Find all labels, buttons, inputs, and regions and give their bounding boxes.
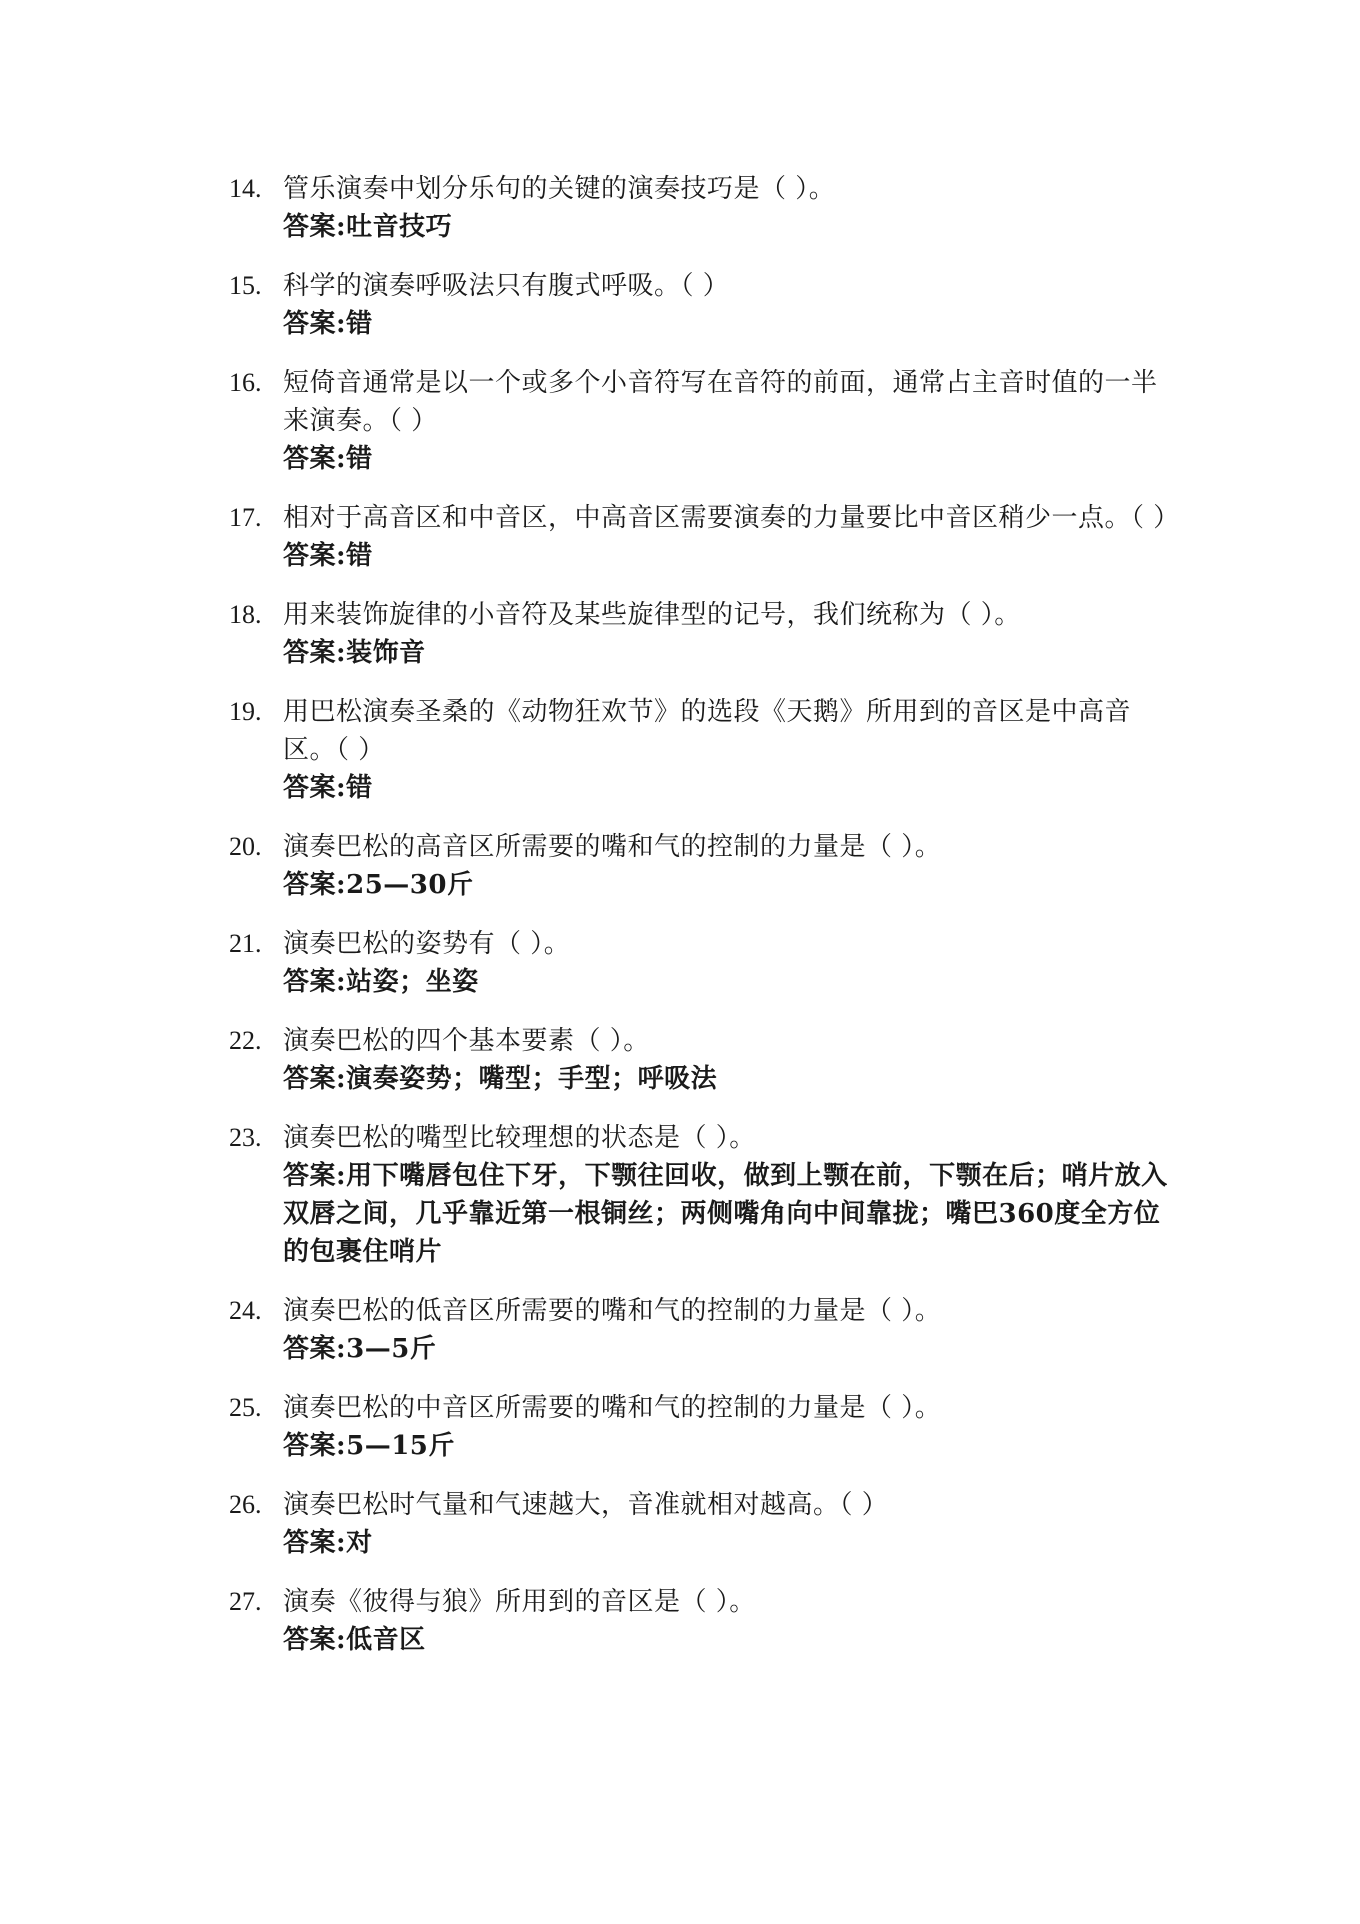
question-number: 22. [229,1026,262,1055]
question-number: 19. [229,697,262,726]
question-number: 21. [229,929,262,958]
question-number: 14. [229,174,262,203]
question-text: 演奏巴松的嘴型比较理想的状态是（ ）。 [283,1123,756,1153]
question-item-24 [0,1292,1183,1368]
question-text: 用来装饰旋律的小音符及某些旋律型的记号，我们统称为（ ）。 [283,600,1021,630]
question-number: 17. [229,503,262,532]
answer-text: 答案:站姿；坐姿 [283,967,479,997]
question-text: 演奏《彼得与狼》所用到的音区是（ ）。 [283,1587,756,1617]
question-number: 18. [229,600,262,629]
answer-text: 答案:对 [283,1528,373,1558]
question-number: 26. [229,1490,262,1519]
answer-text: 答案:演奏姿势；嘴型；手型；呼吸法 [283,1064,718,1094]
question-text: 演奏巴松的中音区所需要的嘴和气的控制的力量是（ ）。 [283,1393,942,1423]
question-number: 27. [229,1587,262,1616]
question-item-19 [0,693,1183,807]
answer-text: 答案:错 [283,309,373,339]
answer-text: 答案:错 [283,773,373,803]
question-text: 用巴松演奏圣桑的《动物狂欢节》的选段《天鹅》所用到的音区是中高音区。（ ） [283,697,1132,765]
answer-text: 答案:装饰音 [283,638,426,668]
question-list [0,170,1360,1680]
question-number: 23. [229,1123,262,1152]
question-number: 25. [229,1393,262,1422]
question-text: 演奏巴松时气量和气速越大，音准就相对越高。（ ） [283,1490,889,1520]
question-item-26 [0,1486,1183,1562]
answer-text: 答案:用下嘴唇包住下牙，下颚往回收，做到上颚在前，下颚在后；哨片放入双唇之间，几乎靠近第一根铜丝；两侧嘴角向中间靠拢；嘴巴360度全方位的包裹住哨片 [283,1161,1168,1267]
question-item-15 [0,267,1183,343]
answer-text: 答案:5—15斤 [283,1431,455,1461]
question-item-16 [0,364,1183,478]
answer-text: 答案:吐音技巧 [283,212,453,242]
question-text: 演奏巴松的四个基本要素（ ）。 [283,1026,650,1056]
question-text: 短倚音通常是以一个或多个小音符写在音符的前面，通常占主音时值的一半来演奏。（ ） [283,368,1158,436]
question-text: 演奏巴松的姿势有（ ）。 [283,929,571,959]
answer-text: 答案:错 [283,444,373,474]
question-item-18 [0,596,1183,672]
question-item-25 [0,1389,1183,1465]
question-number: 15. [229,271,262,300]
question-item-27 [0,1583,1183,1659]
answer-text: 答案:低音区 [283,1625,426,1655]
question-number: 24. [229,1296,262,1325]
question-item-14 [0,170,1183,246]
question-item-22 [0,1022,1183,1098]
question-text: 科学的演奏呼吸法只有腹式呼吸。（ ） [283,271,730,301]
question-item-17 [0,499,1183,575]
answer-text: 答案:3—5斤 [283,1334,437,1364]
question-text: 演奏巴松的高音区所需要的嘴和气的控制的力量是（ ）。 [283,832,942,862]
question-number: 20. [229,832,262,861]
question-item-23 [0,1119,1183,1271]
question-item-20 [0,828,1183,904]
question-text: 相对于高音区和中音区，中高音区需要演奏的力量要比中音区稍少一点。（ ） [283,503,1180,533]
question-number: 16. [229,368,262,397]
question-text: 演奏巴松的低音区所需要的嘴和气的控制的力量是（ ）。 [283,1296,942,1326]
answer-text: 答案:错 [283,541,373,571]
answer-text: 答案:25—30斤 [283,870,474,900]
question-text: 管乐演奏中划分乐句的关键的演奏技巧是（ ）。 [283,174,836,204]
question-item-21 [0,925,1183,1001]
